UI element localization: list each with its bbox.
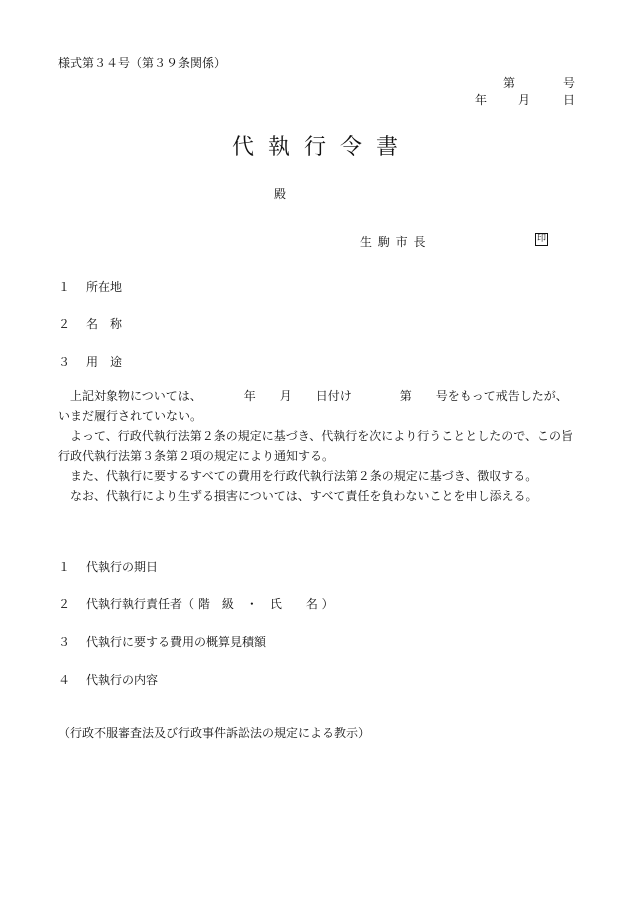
- issuer-name: 生 駒 市 長: [360, 235, 427, 249]
- body-paragraph-1: 上記対象物については、 年 月 日付け 第 号をもって戒告したが、いまだ履行されていない。: [58, 389, 568, 423]
- item-bottom-2-label: 代執行執行責任者（ 階 級 ・ 氏 名 ）: [86, 597, 334, 611]
- appeal-notice: （行政不服審査法及び行政事件訴訟法の規定による教示）: [58, 726, 371, 740]
- form-number: 様式第３４号（第３９条関係）: [58, 56, 227, 70]
- item-bottom-3-label: 代執行に要する費用の概算見積額: [86, 635, 267, 649]
- item-top-1-num: １: [58, 280, 71, 294]
- item-bottom-4-num: ４: [58, 673, 71, 687]
- number-prefix: 第: [503, 76, 516, 90]
- body-paragraph-2: よって、行政代執行法第２条の規定に基づき、代執行を次により行うこととしたので、この旨行政代執行法第３条第２項の規定により通知する。: [58, 429, 574, 463]
- body-paragraph-3: また、代執行に要するすべての費用を行政代執行法第２条の規定に基づき、徴収する。: [70, 469, 538, 483]
- addressee-honorific: 殿: [274, 187, 287, 201]
- seal-stamp: 印: [536, 234, 546, 244]
- item-top-2-num: ２: [58, 317, 71, 331]
- item-bottom-4-label: 代執行の内容: [86, 673, 159, 687]
- document-title: 代執行令書: [232, 135, 413, 160]
- item-top-3-num: ３: [58, 355, 71, 369]
- date-year: 年: [475, 93, 488, 107]
- item-bottom-2-num: ２: [58, 597, 71, 611]
- body-text: [58, 386, 578, 506]
- item-bottom-1-label: 代執行の期日: [86, 560, 159, 574]
- item-top-3-label: 用 途: [86, 355, 123, 369]
- body-paragraph-4: なお、代執行により生ずる損害については、すべて責任を負わないことを申し添える。: [70, 489, 538, 503]
- date-day: 日: [563, 93, 576, 107]
- item-bottom-1-num: １: [58, 560, 71, 574]
- item-bottom-3-num: ３: [58, 635, 71, 649]
- date-month: 月: [518, 93, 531, 107]
- number-suffix: 号: [563, 76, 576, 90]
- item-top-1-label: 所在地: [86, 280, 123, 294]
- item-top-2-label: 名 称: [86, 317, 123, 331]
